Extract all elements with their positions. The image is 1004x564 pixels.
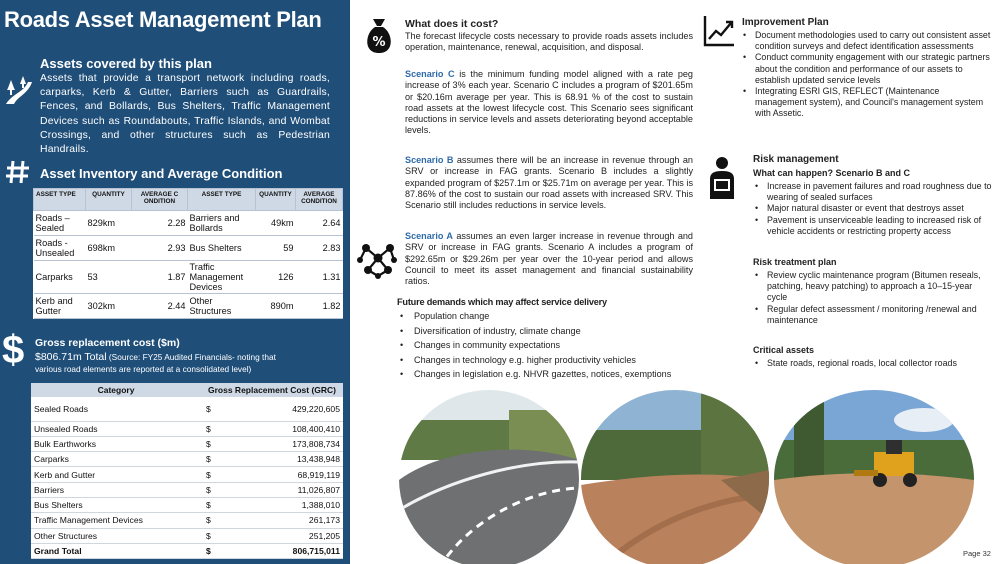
list-item: • Pavement is unserviceable leading to increased risk of vehicle accidents or restricting property access [753,215,993,237]
category-cell: Carparks [31,452,201,467]
list-item: • Integrating ESRI GIS, REFLECT (Maintenance management system), and Council's management system with Assetic. [741,86,993,120]
table-row [34,261,343,294]
road-icon [4,70,36,106]
scenario-c-label: Scenario C [405,69,455,79]
future-demands-list [398,309,698,382]
cost-heading: What does it cost? [405,18,499,30]
condition-cell: 1.82 [296,294,343,319]
quantity-cell: 302km [86,294,132,319]
category-cell: Traffic Management Devices [31,513,201,528]
improvement-list [741,30,993,120]
risk-subheading: What can happen? Scenario B and C [753,168,911,178]
category-cell: Barriers [31,482,201,497]
list-item: • Population change [398,309,698,324]
list-item: • Changes in community expectations [398,338,698,353]
scenario-a-label: Scenario A [405,231,453,241]
currency-cell: $ [201,513,231,528]
currency-cell: $ [201,497,231,512]
grc-header-cost: Gross Replacement Cost (GRC) [201,383,343,397]
treatment-heading: Risk treatment plan [753,257,837,267]
inventory-header: QUANTITY [256,189,296,211]
inventory-table [33,188,343,319]
table-row [31,513,343,528]
currency-cell: $ [201,397,231,421]
grc-table [31,383,343,559]
table-row [31,436,343,451]
condition-cell: 1.31 [296,261,343,294]
quantity-cell: 698km [86,236,132,261]
grader-photo [774,390,974,564]
page-number: Page 32 [963,549,991,558]
asset-type-cell: Carparks [34,261,86,294]
list-item: • State roads, regional roads, local collector roads [753,358,993,369]
assets-heading: Assets covered by this plan [40,56,212,71]
page-title: Roads Asset Management Plan [4,7,322,32]
category-cell: Kerb and Gutter [31,467,201,482]
cost-cell: 429,220,605 [231,397,343,421]
list-item: • Changes in technology e.g. higher productivity vehicles [398,353,698,368]
dollar-icon: $ [2,328,25,372]
list-item: • Regular defect assessment / monitoring /renewal and maintenance [753,304,993,326]
inventory-header: AVERAGE C ONDITION [132,189,188,211]
risk-list [753,181,993,237]
inventory-header-row [34,189,343,211]
inventory-header: ASSET TYPE [188,189,256,211]
condition-cell: 1.87 [132,261,188,294]
scenario-c-text: is the minimum funding model aligned with a rate peg increase of 3% each year. Scenario C includes a program of $201.65m or $20.16m average per year. This is 68.91 % of the cost to sustain road assets at the lowest lifecycle cost. This Scenario sees significant reductions in service levels and assets deteriorating beyond acceptable levels. [405,69,693,136]
quantity-cell: 49km [256,211,296,236]
chart-trend-icon [702,14,736,48]
table-row [31,452,343,467]
critical-heading: Critical assets [753,345,815,355]
scenario-b-paragraph [405,155,693,211]
cost-intro: The forecast lifecycle costs necessary to provide roads assets includes operation, maintenance, renewal, acquisition, and disposal. [405,31,693,53]
list-item: • Document methodologies used to carry out consistent asset condition surveys and defect identification assessments [741,30,993,52]
scenario-b-text: assumes there will be an increase in revenue through an SRV or increase in FAG grants. Scenario B includes a slightly expanded program of $257.1m or $25.71m on average per year. This is 87.86% of the cost to sustain our road assets with increased SRV. This Scenario still includes reductions in service levels. [405,155,693,211]
grc-heading: Gross replacement cost ($m) [35,337,180,349]
cost-cell: 261,173 [231,513,343,528]
table-row [34,211,343,236]
table-row [31,482,343,497]
grc-header-category: Category [31,383,201,397]
asset-type-cell: Bus Shelters [188,236,256,261]
table-row [34,294,343,319]
table-row [31,397,343,421]
table-row [31,467,343,482]
category-cell: Bulk Earthworks [31,436,201,451]
critical-list [753,358,993,369]
sealed-road-photo [399,390,579,564]
grc-note: various road elements are reported at a consolidated level) [35,364,252,374]
currency-cell: $ [201,543,231,558]
condition-cell: 2.83 [296,236,343,261]
currency-cell: $ [201,528,231,543]
grand-total-value: 806,715,011 [231,543,343,558]
quantity-cell: 126 [256,261,296,294]
inventory-header: AVERAGE CONDITION [296,189,343,211]
quantity-cell: 53 [86,261,132,294]
currency-cell: $ [201,436,231,451]
asset-type-cell: Kerb and Gutter [34,294,86,319]
table-row [31,421,343,436]
list-item: • Diversification of industry, climate change [398,324,698,339]
asset-type-cell: Barriers and Bollards [188,211,256,236]
currency-cell: $ [201,467,231,482]
inventory-heading: Asset Inventory and Average Condition [40,166,283,181]
network-icon [356,238,398,280]
table-row [31,497,343,512]
quantity-cell: 890m [256,294,296,319]
list-item: • Conduct community engagement with our strategic partners about the condition and performance of our assets to establish updated service levels [741,52,993,86]
list-item: • Review cyclic maintenance program (Bitumen reseals, patching, heavy patching) to approach a 10–15-year cycle [753,270,993,304]
table-row [31,528,343,543]
grc-header-row [31,383,343,397]
inventory-header: ASSET TYPE [34,189,86,211]
category-cell: Other Structures [31,528,201,543]
left-panel [0,0,350,564]
quantity-cell: 829km [86,211,132,236]
assets-description: Assets that provide a transport network including roads, carparks, Kerb & Gutter, Barriers such as Guardrails, Fences, and Bollards, Bus Shelters, Traffic Management Devices such as Roundabouts, Traffic Islands, and Wombat Crossings, and other structures such as Pedestrian Handrails. [40,73,330,156]
list-item: • Increase in pavement failures and road roughness due to wearing of sealed surfaces [753,181,993,203]
category-cell: Sealed Roads [31,397,201,421]
unsealed-road-photo [581,390,769,564]
treatment-list [753,270,993,326]
cost-cell: 251,205 [231,528,343,543]
cost-cell: 173,808,734 [231,436,343,451]
hash-icon [4,158,32,186]
cost-cell: 11,026,807 [231,482,343,497]
money-bag-icon [361,15,397,55]
category-cell: Bus Shelters [31,497,201,512]
list-item: • Major natural disaster or event that destroys asset [753,203,993,214]
condition-cell: 2.93 [132,236,188,261]
future-demands-heading: Future demands which may affect service delivery [397,297,607,307]
grc-total-value: $806.71m Total [35,351,107,363]
grand-total-label: Grand Total [31,543,201,558]
inventory-header: QUANTITY [86,189,132,211]
cost-cell: 68,919,119 [231,467,343,482]
cost-cell: 13,438,948 [231,452,343,467]
asset-type-cell: Other Structures [188,294,256,319]
scenario-a-paragraph [405,231,693,287]
list-item: • Changes in legislation e.g. NHVR gazettes, notices, exemptions [398,367,698,382]
grand-total-row [31,543,343,558]
asset-type-cell: Roads - Unsealed [34,236,86,261]
category-cell: Unsealed Roads [31,421,201,436]
cost-cell: 108,400,410 [231,421,343,436]
asset-type-cell: Traffic Management Devices [188,261,256,294]
condition-cell: 2.28 [132,211,188,236]
scenario-b-label: Scenario B [405,155,454,165]
asset-type-cell: Roads – Sealed [34,211,86,236]
improvement-heading: Improvement Plan [742,17,829,28]
svg-text:%: % [372,35,386,50]
grc-total-source: (Source: FY25 Audited Financials- noting that [106,352,276,362]
currency-cell: $ [201,421,231,436]
currency-cell: $ [201,482,231,497]
condition-cell: 2.44 [132,294,188,319]
grc-total-line [35,351,276,363]
scenario-c-paragraph [405,69,693,137]
condition-cell: 2.64 [296,211,343,236]
scenario-a-text: assumes an even larger increase in revenue through and SRV or increase in FAG grants. Scenario A includes a program of $292.65m or $29.26m per year over the 10-year period and allows Council to meet its asset management and financial sustainability ratios. [405,231,693,287]
risk-person-icon [704,155,740,199]
risk-heading: Risk management [753,154,839,165]
quantity-cell: 59 [256,236,296,261]
currency-cell: $ [201,452,231,467]
cost-cell: 1,388,010 [231,497,343,512]
table-row [34,236,343,261]
